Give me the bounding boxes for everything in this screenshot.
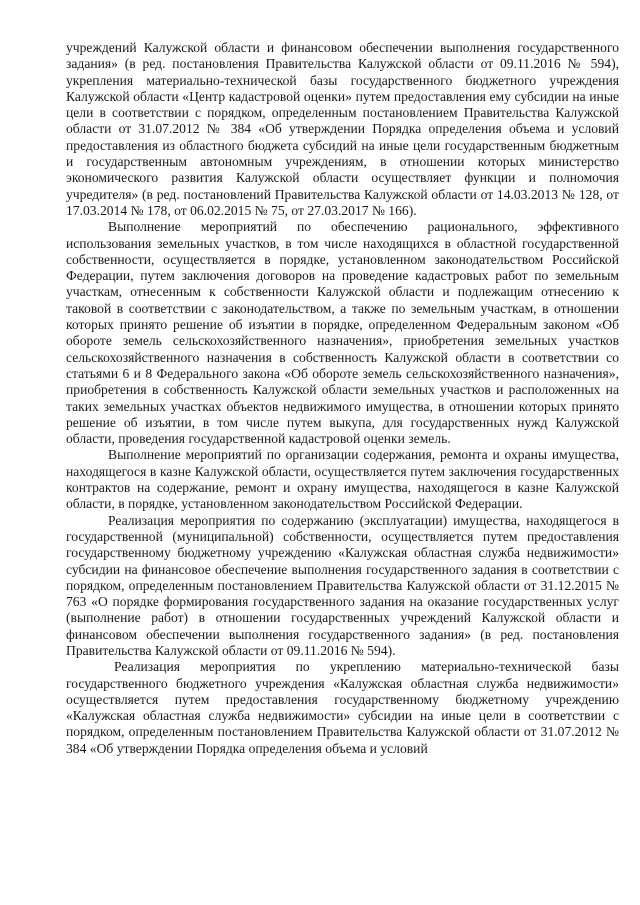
paragraph-land-use: Выполнение мероприятий по обеспечению рационального, эффективного использования земельных участков, в том числе находящихся в областной государственной собственности, осуществляется в порядке, установленном законодательством Российской Федерации, путем заключения договоров на проведение кадастровых работ по земельным участкам, отнесенным к собственности Калужской области и подлежащим отнесению к таковой в соответствии с законодательством, а также по земельным участкам, в отношении которых принято решение об изъятии в порядке, определенном Федеральным законом «Об обороте земель сельскохозяйственного назначения», приобретения земельных участков сельскохозяйственного назначения в собственность Калужской области в соответствии со статьями 6 и 8 Федерального закона «Об обороте земель сельскохозяйственного назначения», приобретения в собственность Калужской области земельных участков и расположенных на таких земельных участках объектов недвижимого имущества, в отношении которых принято решение об изъятии, в том числе путем выкупа, для государственных нужд Калужской области, проведения государственной кадастровой оценки земель. [66,219,619,447]
document-body [66,40,619,757]
paragraph-continuation: учреждений Калужской области и финансовом обеспечении выполнения государственного задания» (в ред. постановления Правительства Калужской области от 09.11.2016 № 594), укрепления материально-технической базы государственного бюджетного учреждения Калужской области «Центр кадастровой оценки» путем предоставления ему субсидии на иные цели в соответствии с порядком, определенным постановлением Правительства Калужской области от 31.07.2012 № 384 «Об утверждении Порядка определения объема и условий предоставления из областного бюджета субсидий на иные цели государственным бюджетным и государственным автономным учреждениям, в отношении которых министерство экономического развития Калужской области осуществляет функции и полномочия учредителя» (в ред. постановлений Правительства Калужской области от 14.03.2013 № 128, от 17.03.2014 № 178, от 06.02.2015 № 75, от 27.03.2017 № 166). [66,40,619,218]
paragraph-property-operation: Реализация мероприятия по содержанию (эксплуатации) имущества, находящегося в государственной (муниципальной) собственности, осуществляется путем предоставления государственному бюджетному учреждению «Калужская областная служба недвижимости» субсидии на финансовое обеспечение выполнения государственного задания в соответствии с порядком, определенным постановлением Правительства Калужской области от 31.12.2015 № 763 «О порядке формирования государственного задания на оказание государственных услуг (выполнение работ) в отношении государственных учреждений Калужской области и финансовом обеспечении выполнения государственного задания» (в ред. постановления Правительства Калужской области от 09.11.2016 № 594). [66,512,619,658]
paragraph-property-maintenance: Выполнение мероприятий по организации содержания, ремонта и охраны имущества, находящегося в казне Калужской области, осуществляется путем заключения государственных контрактов на содержание, ремонт и охрану имущества, находящегося в казне Калужской области, в порядке, установленном законодательством Российской Федерации. [66,447,619,512]
paragraph-material-base: Реализация мероприятия по укреплению материально-технической базы государственного бюджетного учреждения «Калужская областная служба недвижимости» осуществляется путем предоставления государственному бюджетному учреждению «Калужская областная служба недвижимости» субсидии на иные цели в соответствии с порядком, определенным постановлением Правительства Калужской области от 31.07.2012 № 384 «Об утверждении Порядка определения объема и условий [66,659,619,756]
